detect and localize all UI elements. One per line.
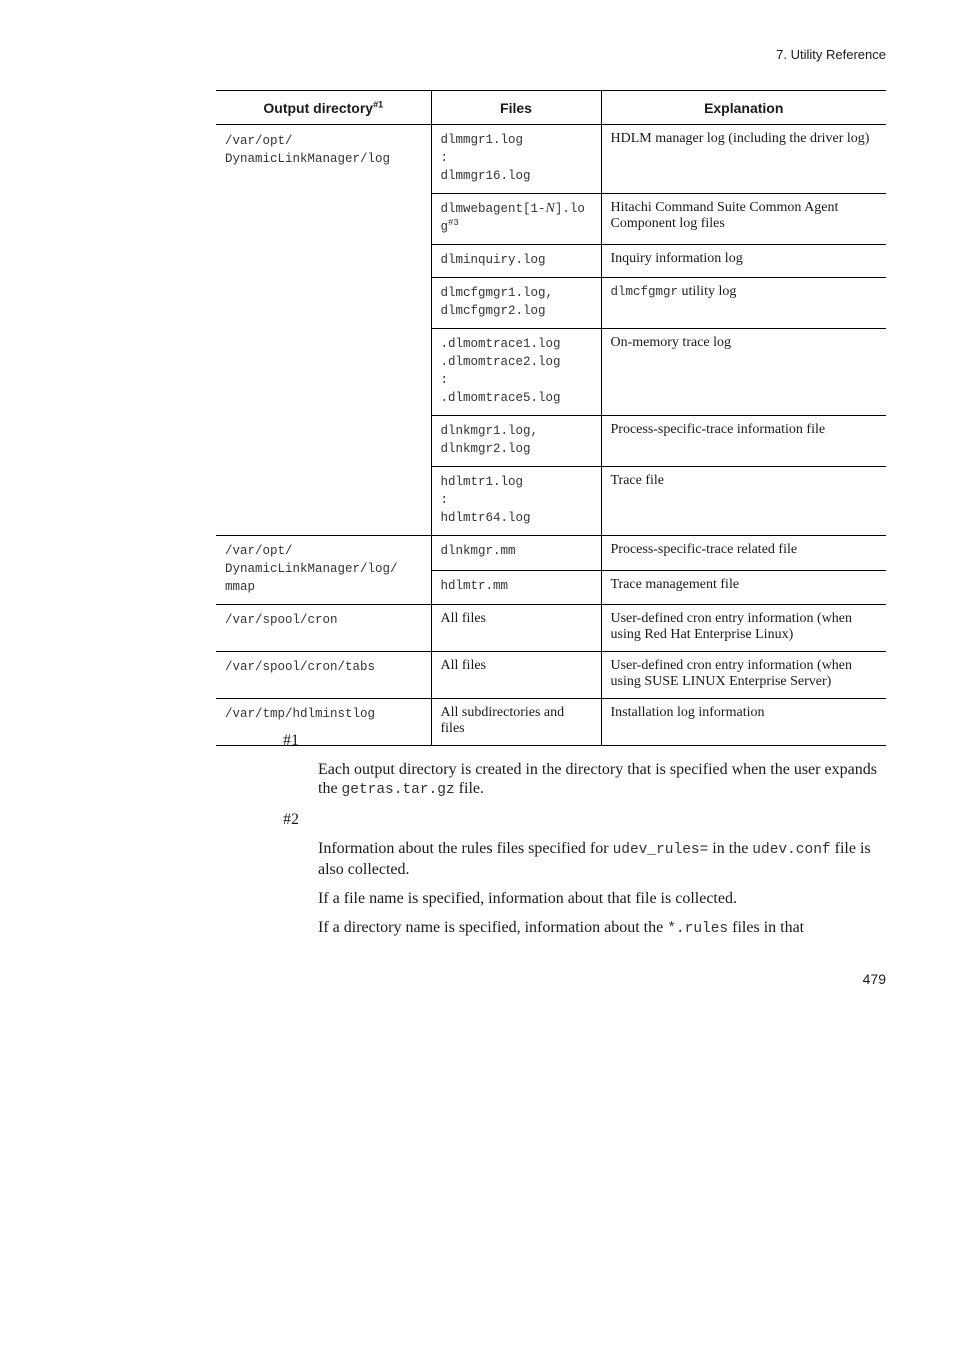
footnote-label: #2 <box>283 811 299 828</box>
header-explanation: Explanation <box>601 91 886 125</box>
explanation-cell <box>601 278 886 329</box>
files-cell <box>431 416 601 467</box>
table-row <box>216 536 886 571</box>
file-name-variable: N <box>545 201 555 216</box>
file-name: hdlmtr64.log <box>440 511 531 525</box>
footnote-ref: #1 <box>373 98 384 109</box>
footnote-text <box>318 839 886 879</box>
directory-cell: /var/opt/ DynamicLinkManager/log <box>216 125 431 536</box>
file-name: dlnkmgr.mm <box>440 544 516 558</box>
file-ellipsis: : <box>440 373 449 387</box>
directory-cell: /var/spool/cron/tabs <box>216 652 431 699</box>
directory-cell: /var/spool/cron <box>216 605 431 652</box>
explanation-cell: Trace management file <box>601 570 886 605</box>
code-filename: udev.conf <box>752 842 831 858</box>
table-row <box>216 605 886 652</box>
footnote-ref: #3 <box>448 217 459 228</box>
explanation-cell: On-memory trace log <box>601 329 886 416</box>
files-cell: All files <box>431 652 601 699</box>
file-ellipsis: : <box>440 151 449 165</box>
explanation-cell: Hitachi Command Suite Common Agent Component log files <box>601 194 886 245</box>
code-filename: getras.tar.gz <box>341 782 455 798</box>
file-name: dlmmgr1.log <box>440 133 524 147</box>
files-cell <box>431 194 601 245</box>
text: Information about the rules files specified for <box>318 840 613 857</box>
footnote-label: #1 <box>283 732 299 749</box>
explanation-cell: Process-specific-trace related file <box>601 536 886 571</box>
file-name-prefix: dlmwebagent[1- <box>440 202 546 216</box>
directory-cell: /var/opt/ DynamicLinkManager/log/ mmap <box>216 536 431 605</box>
text: file. <box>454 780 484 797</box>
files-cell <box>431 245 601 278</box>
footnote-text: If a file name is specified, information about that file is collected. <box>318 890 737 907</box>
explanation-cell: Installation log information <box>601 699 886 746</box>
file-name: dlmcfgmgr2.log <box>440 304 546 318</box>
explanation-cell: Process-specific-trace information file <box>601 416 886 467</box>
file-name: dlminquiry.log <box>440 253 546 267</box>
utility-name: dlmcfgmgr <box>610 285 679 299</box>
explanation-text: utility log <box>678 284 737 299</box>
footnote-text <box>318 760 886 800</box>
files-cell <box>431 467 601 536</box>
footnote-text <box>318 918 886 939</box>
code-pattern: *.rules <box>667 921 729 937</box>
explanation-cell: Trace file <box>601 467 886 536</box>
files-cell <box>431 536 601 571</box>
table-row <box>216 652 886 699</box>
files-cell <box>431 570 601 605</box>
file-name: .dlmomtrace5.log <box>440 391 561 405</box>
text: files in that <box>728 919 805 936</box>
text: If a directory name is specified, information about the <box>318 919 668 936</box>
output-directory-table <box>216 90 886 746</box>
file-name: dlnkmgr2.log <box>440 442 531 456</box>
file-name: dlnkmgr1.log, <box>440 424 539 438</box>
footnotes <box>283 731 886 949</box>
text: Each output directory is created in the directory that is specified when the user expands the <box>318 761 877 797</box>
table-header-row <box>216 91 886 125</box>
page-number: 479 <box>862 971 886 987</box>
files-cell <box>431 329 601 416</box>
file-name: dlmcfgmgr1.log, <box>440 286 554 300</box>
file-name-suffix: ].lo g <box>440 202 585 234</box>
text: file is also collected. <box>318 840 871 878</box>
file-name: hdlmtr.mm <box>440 578 509 593</box>
files-cell <box>431 278 601 329</box>
files-cell <box>431 125 601 194</box>
file-ellipsis: : <box>440 493 449 507</box>
explanation-cell: User-defined cron entry information (when using Red Hat Enterprise Linux) <box>601 605 886 652</box>
explanation-cell: Inquiry information log <box>601 245 886 278</box>
file-name: .dlmomtrace2.log <box>440 355 561 369</box>
explanation-cell: User-defined cron entry information (when using SUSE LINUX Enterprise Server) <box>601 652 886 699</box>
directory-cell: /var/tmp/hdlminstlog <box>216 699 431 746</box>
files-cell: All subdirectories and files <box>431 699 601 746</box>
file-name: hdlmtr1.log <box>440 475 524 489</box>
table-row <box>216 125 886 194</box>
files-cell: All files <box>431 605 601 652</box>
text: in the <box>708 840 753 857</box>
running-head: 7. Utility Reference <box>776 47 886 62</box>
header-output-directory: Output directory$^{\#1}$ <box>216 91 431 125</box>
file-name: .dlmomtrace1.log <box>440 337 561 351</box>
code-parameter: udev_rules= <box>612 842 709 858</box>
file-name: dlmmgr16.log <box>440 169 531 183</box>
header-files: Files <box>431 91 601 125</box>
explanation-cell: HDLM manager log (including the driver log) <box>601 125 886 194</box>
